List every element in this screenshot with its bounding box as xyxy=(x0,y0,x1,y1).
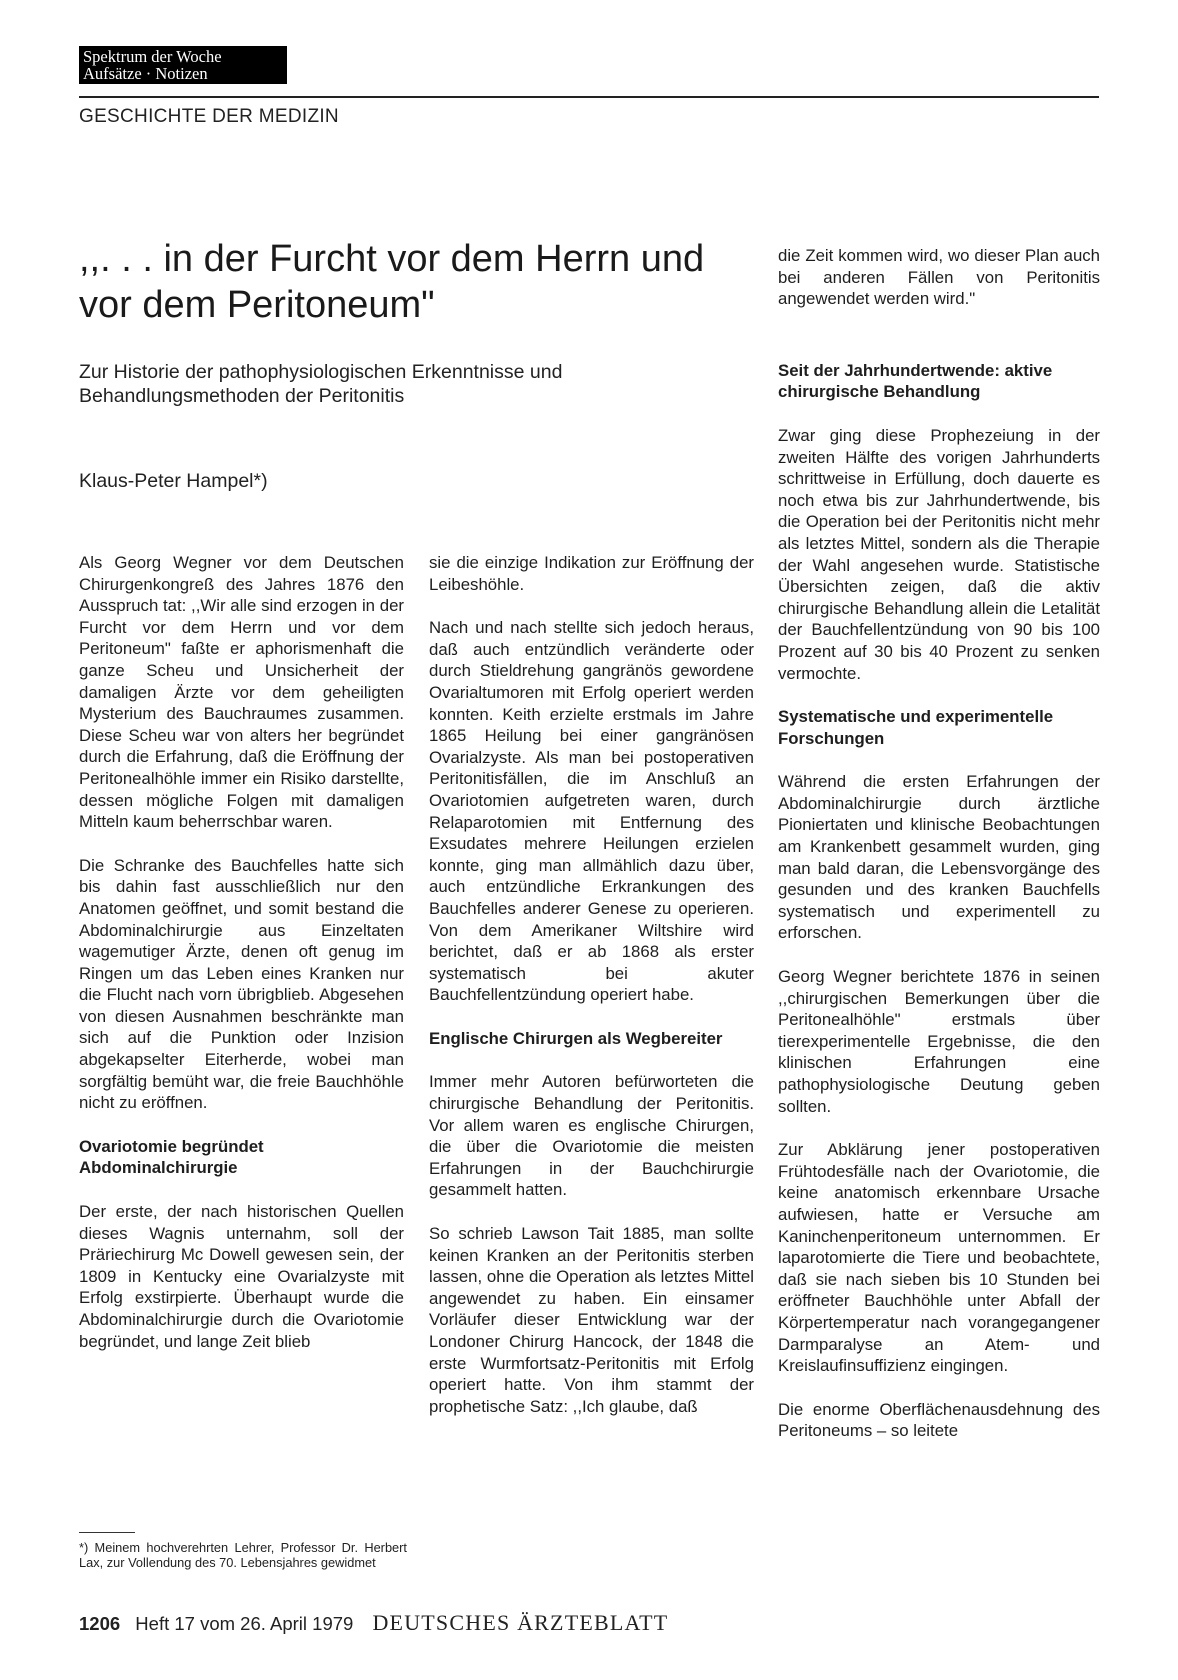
page-number: 1206 xyxy=(79,1613,121,1634)
section-heading: Seit der Jahrhundertwende: aktive chirurgische Behandlung xyxy=(778,360,1053,402)
masthead-line-2: Aufsätze · Notizen xyxy=(83,64,208,83)
column-2 xyxy=(429,552,754,1417)
section-heading: Englische Chirurgen als Wegbereiter xyxy=(429,1028,723,1048)
paragraph: Zur Abklärung jener postoperativen Frühtodesfälle nach der Ovariotomie, die keine anatomisch erkennbare Ursache aufwiesen, hatte er Versuche am Kaninchenperitoneum unternommen. Er laparotomierte die Tiere und beobachtete, daß sie nach sieben bis 10 Stunden bei eröffneter Bauchhöhle unter Abfall der Körpertemperatur nach vorangegangener Darmparalyse an Atem- und Kreislaufinsuffizienz eingingen. xyxy=(778,1140,1100,1376)
top-rule xyxy=(79,96,1099,98)
footnote: *) Meinem hochverehrten Lehrer, Professor Dr. Herbert Lax, zur Vollendung des 70. Lebensjahres gewidmet xyxy=(79,1540,407,1570)
page-footer xyxy=(79,1610,668,1636)
masthead-line-1: Spektrum der Woche xyxy=(83,47,222,66)
article-subtitle: Zur Historie der pathophysiologischen Erkenntnisse und Behandlungsmethoden der Peritonitis xyxy=(79,361,563,407)
paragraph: Während die ersten Erfahrungen der Abdominalchirurgie durch ärztliche Pioniertaten und klinische Beobachtungen am Krankenbett gesammelt wurden, ging man bald daran, die Lebensvorgänge des gesunden und des kranken Bauchfells systematisch und experimentell zu erforschen. xyxy=(778,772,1100,943)
section-heading: Systematische und experimentelle Forschungen xyxy=(778,707,1054,748)
article-author: Klaus-Peter Hampel*) xyxy=(79,470,268,492)
paragraph: So schrieb Lawson Tait 1885, man sollte keinen Kranken an der Peritonitis sterben lassen, ohne die Operation als letztes Mittel angewendet zu haben. Ein einsamer Vorläufer dieser Entwicklung war der Londoner Chirurg Hancock, der 1848 die erste Wurmfortsatz-Peritonitis mit Erfolg operiert hatte. Von ihm stammt der prophetische Satz: ,,Ich glaube, daß xyxy=(429,1224,754,1416)
paragraph: Zwar ging diese Prophezeiung in der zweiten Hälfte des vorigen Jahrhunderts schrittweise in Erfüllung, doch dauerte es noch etwa bis zur Jahrhundertwende, bis die Operation bei der Peritonitis nicht mehr als letztes Mittel, sondern als die Therapie der Wahl angesehen wurde. Statistische Übersichten zeigen, daß die aktiv chirurgische Behandlung allein die Letalität der Bauchfellentzündung von 90 bis 100 Prozent auf 30 bis 40 Prozent zu senken vermochte. xyxy=(778,425,1100,683)
paragraph: Nach und nach stellte sich jedoch heraus, daß auch entzündlich veränderte oder durch Stieldrehung gangränös gewordene Ovarialtumoren mit Erfolg operiert werden konnten. Keith erzielte erstmals im Jahre 1865 Heilung bei einer gangränösen Ovarialzyste. Als man bei postoperativen Peritonitisfällen, die im Anschluß an Ovariotomien aufgetreten waren, durch Relaparotomien mit Entfernung des Exsudates mehrere Heilungen erzielen konnte, ging man allmählich dazu über, auch entzündliche Erkrankungen des Bauchfelles anderer Genese zu operieren. Von dem Amerikaner Wiltshire wird berichtet, daß er ab 1868 als erster systematisch bei akuter Bauchfellentzündung operiert habe. xyxy=(429,618,754,1005)
paragraph: Georg Wegner berichtete 1876 in seinen ,,chirurgischen Bemerkungen über die Peritonealhöhle" erstmals über tierexperimentelle Ergebnisse, die den klinischen Erfahrungen eine pathophysiologische Deutung geben sollten. xyxy=(778,967,1100,1116)
paragraph: Die enorme Oberflächenausdehnung des Peritoneums – so leitete xyxy=(778,1399,1100,1441)
column-1 xyxy=(79,552,404,1352)
masthead-box xyxy=(79,46,287,84)
paragraph: sie die einzige Indikation zur Eröffnung der Leibeshöhle. xyxy=(429,553,754,594)
paragraph: Als Georg Wegner vor dem Deutschen Chirurgenkongreß des Jahres 1876 den Ausspruch tat: ,,Wir alle sind erzogen in der Furcht vor dem Herrn und vor dem Peritoneum" faßte er aphorismenhaft die ganze Scheu und Unsicherheit der damaligen Ärzte vor dem geheiligten Mysterium des Bauchraumes zusammen. Diese Scheu war von alters her begründet durch die Erfahrung, daß die Eröffnung der Peritonealhöhle immer ein Risiko darstellte, dessen mögliche Folgen mit damaligen Mitteln kaum beherrschbar waren. xyxy=(79,553,404,832)
column-3 xyxy=(778,245,1100,1442)
journal-name: DEUTSCHES ÄRZTEBLATT xyxy=(372,1610,669,1635)
paragraph: Der erste, der nach historischen Quellen dieses Wagnis unternahm, soll der Präriechirurg Mc Dowell gewesen sein, der 1809 in Kentucky eine Ovarialzyste mit Erfolg exstirpierte. Überhaupt wurde die Abdominalchirurgie durch die Ovariotomie begründet, und lange Zeit blieb xyxy=(79,1202,404,1351)
section-heading: Ovariotomie begründet Abdominalchirurgie xyxy=(79,1136,264,1178)
paragraph: Die Schranke des Bauchfelles hatte sich bis dahin fast ausschließlich nur den Anatomen geöffnet, und somit bestand die Abdominalchirurgie aus Einzeltaten wagemutiger Ärzte, denen oft genug im Ringen um das Leben eines Kranken nur die Flucht nach vorn übrigblieb. Abgesehen von diesen Ausnahmen beschränkte man sich auf die Punktion oder Inzision abgekapselter Eiterherde, wobei man sorgfältig bemüht war, die freie Bauchhöhle nicht zu eröffnen. xyxy=(79,855,404,1113)
article-title: ,,. . . in der Furcht vor dem Herrn und vor dem Peritoneum" xyxy=(79,238,705,326)
paragraph: Immer mehr Autoren befürworteten die chirurgische Behandlung der Peritonitis. Vor allem waren es englische Chirurgen, die über die Ovariotomie die meisten Erfahrungen in der Bauchchirurgie gesammelt hatten. xyxy=(429,1072,754,1200)
footnote-rule xyxy=(79,1532,135,1533)
paragraph: die Zeit kommen wird, wo dieser Plan auch bei anderen Fällen von Peritonitis angewendet werden wird." xyxy=(778,246,1100,309)
section-label: GESCHICHTE DER MEDIZIN xyxy=(79,106,339,127)
issue-info: Heft 17 vom 26. April 1979 xyxy=(135,1613,354,1634)
